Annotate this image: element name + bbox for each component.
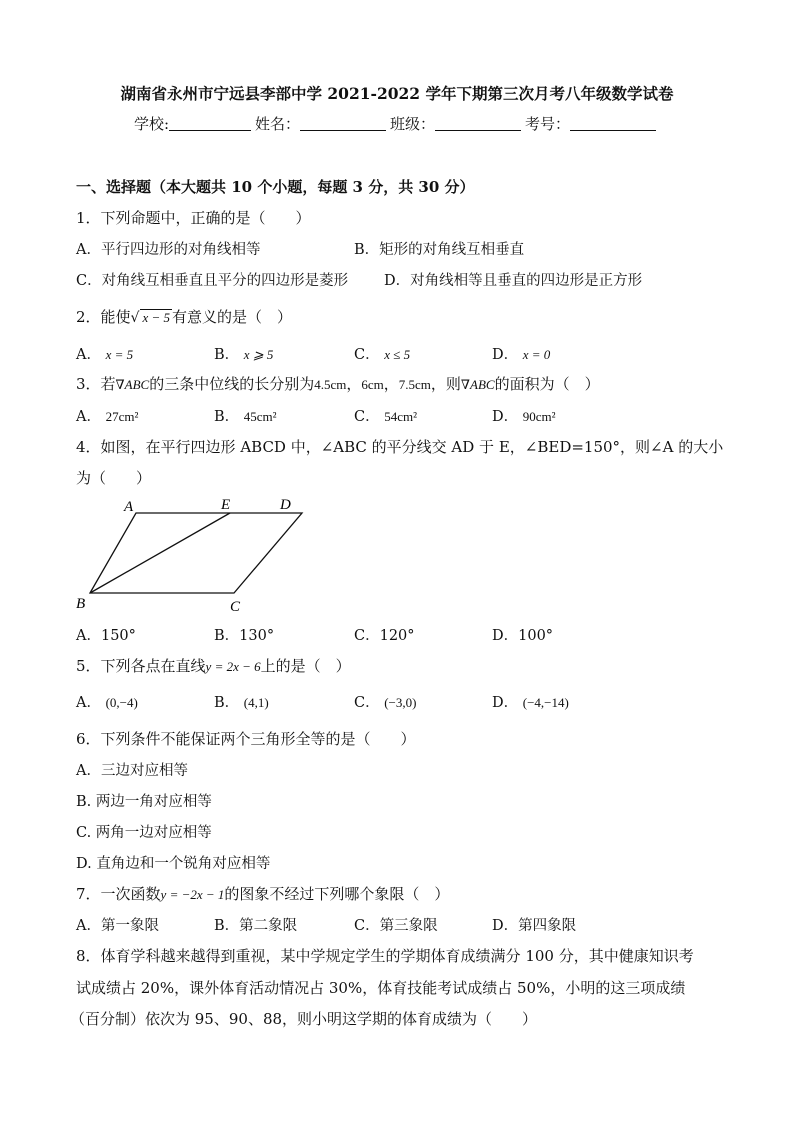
question-4-option-d: D．100°	[492, 628, 554, 644]
question-3-stem-mid2: ，则	[430, 375, 461, 393]
question-3-stem-post: 的面积为（ ）	[494, 375, 600, 393]
question-5-option-c	[354, 691, 416, 712]
question-3-stem-mid: 的三条中位线的长分别为	[149, 375, 315, 393]
exam-number-blank[interactable]	[570, 116, 656, 131]
option-label: A．	[76, 347, 101, 363]
name-label: 姓名：	[255, 115, 301, 133]
class-label: 班级：	[390, 115, 436, 133]
option-label: B．	[214, 695, 240, 711]
vertex-label-d: D	[280, 497, 291, 513]
option-value: x ≤ 5	[384, 347, 411, 362]
question-3-stem-pre: 3．若	[76, 375, 116, 393]
question-5-option-d	[492, 691, 569, 712]
question-3-option-b	[214, 405, 277, 426]
option-label: D．	[492, 409, 519, 425]
vertex-label-e: E	[221, 497, 231, 513]
option-label: C．	[354, 347, 380, 363]
question-7-stem-pre: 7．一次函数	[76, 885, 161, 903]
question-4-stem-line-1: 4．如图，在平行四边形 ABCD 中，∠ABC 的平分线交 AD 于 E，∠BED=150°，则∠A 的大小	[76, 438, 724, 456]
question-5-stem-pre: 5．下列各点在直线	[76, 657, 206, 675]
question-8-line-1: 8．体育学科越来越得到重视，某中学规定学生的学期体育成绩满分 100 分，其中健康知识考	[76, 947, 694, 965]
question-2-option-c	[354, 343, 410, 364]
separator: ，	[346, 375, 362, 393]
question-4-option-a: A．150°	[76, 628, 136, 644]
question-3-stem	[76, 373, 600, 394]
option-label: B．	[214, 409, 240, 425]
question-7-option-c: C．第三象限	[354, 918, 438, 934]
separator: ，	[383, 375, 399, 393]
question-7-option-d: D．第四象限	[492, 918, 577, 934]
question-2-option-d	[492, 343, 550, 364]
parallelogram-abcd	[90, 513, 302, 593]
question-6-option-a: A．三边对应相等	[76, 763, 188, 779]
option-label: C．	[354, 695, 380, 711]
question-1-option-c: C．对角线互相垂直且平分的四边形是菱形	[76, 273, 349, 289]
question-1-option-d: D．对角线相等且垂直的四边形是正方形	[384, 273, 643, 289]
question-6-option-d: D. 直角边和一个锐角对应相等	[76, 856, 271, 872]
parallelogram-figure	[70, 490, 310, 616]
question-4-option-b: B．130°	[214, 628, 275, 644]
vertex-label-a: A	[124, 499, 134, 515]
option-label: A．	[76, 695, 101, 711]
option-value: 90cm²	[522, 409, 556, 424]
triangle-symbol: ∇ABC	[460, 377, 495, 392]
line-equation: y = 2x − 6	[205, 659, 261, 674]
class-blank[interactable]	[435, 116, 521, 131]
question-8-line-2: 试成绩占 20%，课外体育活动情况占 30%，体育技能考试成绩占 50%，小明的这三项成绩	[76, 979, 686, 997]
function-equation: y = −2x − 1	[160, 887, 225, 902]
question-2-stem-post: 有意义的是（ ）	[172, 308, 293, 326]
question-5-stem-post: 上的是（ ）	[260, 657, 351, 675]
question-3-option-c	[354, 405, 417, 426]
question-4-option-c: C．120°	[354, 628, 415, 644]
length-2: 6cm	[361, 377, 384, 392]
option-value: x = 5	[105, 347, 134, 362]
option-value: (0,−4)	[105, 695, 138, 710]
option-value: 27cm²	[105, 409, 139, 424]
option-label: B．	[214, 347, 240, 363]
exam-number-label: 考号：	[525, 115, 571, 133]
option-value: x = 0	[522, 347, 551, 362]
question-2-radicand: x − 5	[142, 310, 171, 325]
length-3: 7.5cm	[398, 377, 431, 392]
option-value: 54cm²	[384, 409, 417, 424]
question-1-stem: 1．下列命题中，正确的是（ ）	[76, 209, 311, 227]
question-2-stem	[76, 306, 292, 327]
school-blank[interactable]	[169, 116, 251, 131]
exam-title: 湖南省永州市宁远县李部中学 2021-2022 学年下期第三次月考八年级数学试卷	[120, 84, 674, 103]
option-value: (4,1)	[243, 695, 269, 710]
question-5-stem	[76, 655, 351, 676]
question-5-option-a	[76, 691, 138, 712]
radical-sign-icon: √	[130, 310, 140, 326]
question-7-stem-post: 的图象不经过下列哪个象限（ ）	[224, 885, 450, 903]
question-2-stem-pre: 2．能使	[76, 308, 131, 326]
question-2-option-b	[214, 343, 273, 364]
name-blank[interactable]	[300, 116, 386, 131]
option-label: A．	[76, 409, 101, 425]
triangle-symbol: ∇ABC	[115, 377, 150, 392]
question-5-option-b	[214, 691, 269, 712]
question-7-option-a: A．第一象限	[76, 918, 159, 934]
option-value: (−4,−14)	[522, 695, 569, 710]
option-value: (−3,0)	[384, 695, 417, 710]
length-1: 4.5cm	[314, 377, 347, 392]
question-7-stem	[76, 883, 449, 904]
question-4-stem-line-2: 为（ ）	[76, 469, 152, 487]
option-value: x ⩾ 5	[243, 347, 274, 362]
student-info-line	[0, 113, 794, 134]
question-2-option-a	[76, 343, 133, 364]
option-label: C．	[354, 409, 380, 425]
question-6-stem: 6．下列条件不能保证两个三角形全等的是（ ）	[76, 730, 416, 748]
vertex-label-b: B	[76, 596, 86, 612]
question-3-option-d	[492, 405, 556, 426]
bisector-be	[90, 513, 230, 593]
question-6-option-b: B. 两边一角对应相等	[76, 794, 212, 810]
question-6-option-c: C. 两角一边对应相等	[76, 825, 212, 841]
option-label: D．	[492, 347, 519, 363]
question-3-option-a	[76, 405, 138, 426]
question-7-option-b: B．第二象限	[214, 918, 298, 934]
question-8-line-3: （百分制）依次为 95、90、88，则小明这学期的体育成绩为（ ）	[70, 1010, 538, 1028]
section-1-title: 一、选择题（本大题共 10 个小题，每题 3 分，共 30 分）	[76, 178, 475, 196]
question-1-option-a: A．平行四边形的对角线相等	[76, 242, 261, 258]
option-value: 45cm²	[243, 409, 277, 424]
school-label: 学校:	[133, 115, 169, 133]
vertex-label-c: C	[230, 599, 241, 615]
option-label: D．	[492, 695, 519, 711]
question-1-option-b: B．矩形的对角线互相垂直	[354, 242, 525, 258]
